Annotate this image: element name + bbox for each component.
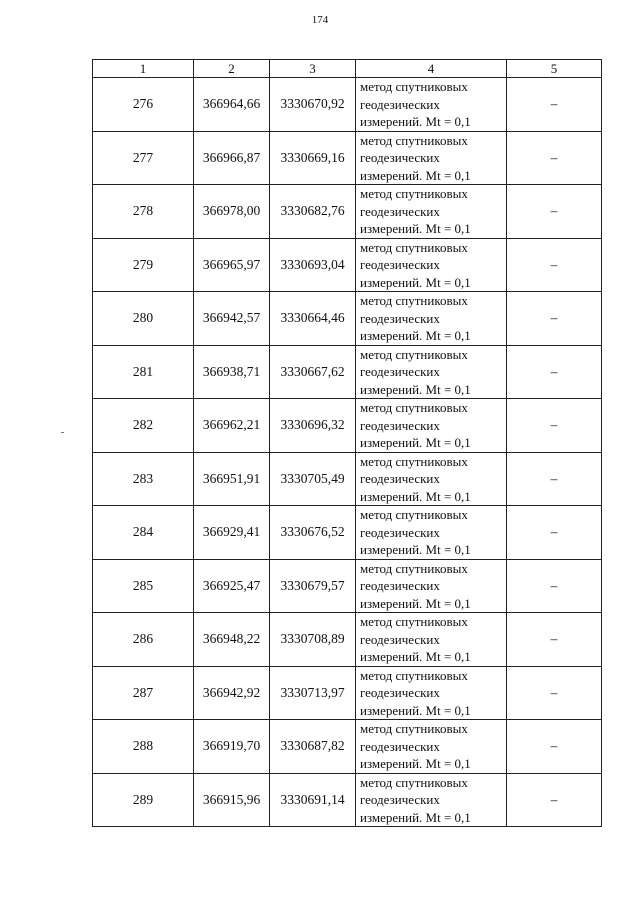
point-number-cell: 286 xyxy=(93,613,194,667)
y-coordinate-cell: 3330693,04 xyxy=(270,238,356,292)
table-row xyxy=(93,238,602,292)
method-line: метод спутниковых xyxy=(360,132,468,148)
point-number-cell: 281 xyxy=(93,345,194,399)
method-line: геодезических xyxy=(360,685,440,700)
x-coordinate-cell: 366964,66 xyxy=(194,78,270,132)
y-coordinate-cell: 3330682,76 xyxy=(270,185,356,239)
method-line: геодезических xyxy=(360,203,440,219)
method-cell xyxy=(356,773,507,827)
method-line: измерений. Mt = 0,1 xyxy=(360,542,471,557)
table-row xyxy=(93,185,602,239)
table-row xyxy=(93,345,602,399)
note-cell: – xyxy=(507,666,602,720)
method-line: измерений. Mt = 0,1 xyxy=(360,381,471,397)
point-number-cell: 287 xyxy=(93,666,194,720)
y-coordinate-cell: 3330708,89 xyxy=(270,613,356,667)
method-cell xyxy=(356,78,507,132)
method-cell xyxy=(356,399,507,453)
y-coordinate-cell: 3330667,62 xyxy=(270,345,356,399)
method-cell xyxy=(356,559,507,613)
table-row xyxy=(93,131,602,185)
method-line: геодезических xyxy=(360,364,440,379)
y-coordinate-cell: 3330679,57 xyxy=(270,559,356,613)
method-line: метод спутниковых xyxy=(360,453,468,469)
note-cell: – xyxy=(507,292,602,346)
method-line: геодезических xyxy=(360,310,440,326)
header-col-1: 1 xyxy=(93,60,194,78)
note-cell: – xyxy=(507,559,602,613)
point-number-cell: 280 xyxy=(93,292,194,346)
method-line: метод спутниковых xyxy=(360,79,468,94)
method-line: измерений. Mt = 0,1 xyxy=(360,809,471,825)
x-coordinate-cell: 366951,91 xyxy=(194,452,270,506)
method-line: геодезических xyxy=(360,738,440,754)
method-line: метод спутниковых xyxy=(360,346,468,362)
y-coordinate-cell: 3330670,92 xyxy=(270,78,356,132)
y-coordinate-cell: 3330676,52 xyxy=(270,506,356,560)
point-number-cell: 283 xyxy=(93,452,194,506)
method-line: измерений. Mt = 0,1 xyxy=(360,167,471,183)
x-coordinate-cell: 366966,87 xyxy=(194,131,270,185)
method-line: метод спутниковых xyxy=(360,239,468,255)
point-number-cell: 285 xyxy=(93,559,194,613)
y-coordinate-cell: 3330713,97 xyxy=(270,666,356,720)
margin-mark xyxy=(61,432,64,433)
point-number-cell: 277 xyxy=(93,131,194,185)
table-body xyxy=(93,78,602,827)
note-cell: – xyxy=(507,720,602,774)
y-coordinate-cell: 3330664,46 xyxy=(270,292,356,346)
method-cell xyxy=(356,345,507,399)
method-cell xyxy=(356,238,507,292)
header-col-5: 5 xyxy=(507,60,602,78)
table-row xyxy=(93,78,602,132)
method-line: геодезических xyxy=(360,417,440,433)
method-cell xyxy=(356,185,507,239)
y-coordinate-cell: 3330705,49 xyxy=(270,452,356,506)
method-line: измерений. Mt = 0,1 xyxy=(360,114,471,129)
y-coordinate-cell: 3330696,32 xyxy=(270,399,356,453)
table-row xyxy=(93,399,602,453)
x-coordinate-cell: 366915,96 xyxy=(194,773,270,827)
method-line: геодезических xyxy=(360,792,440,807)
y-coordinate-cell: 3330669,16 xyxy=(270,131,356,185)
method-line: метод спутниковых xyxy=(360,721,468,736)
method-line: геодезических xyxy=(360,524,440,540)
method-line: метод спутниковых xyxy=(360,774,468,790)
point-number-cell: 288 xyxy=(93,720,194,774)
note-cell: – xyxy=(507,238,602,292)
method-line: измерений. Mt = 0,1 xyxy=(360,595,471,611)
method-line: метод спутниковых xyxy=(360,186,468,201)
method-line: геодезических xyxy=(360,96,440,112)
point-number-cell: 278 xyxy=(93,185,194,239)
header-col-4: 4 xyxy=(356,60,507,78)
header-col-2: 2 xyxy=(194,60,270,78)
point-number-cell: 289 xyxy=(93,773,194,827)
method-line: измерений. Mt = 0,1 xyxy=(360,756,471,771)
y-coordinate-cell: 3330687,82 xyxy=(270,720,356,774)
table-row xyxy=(93,773,602,827)
method-line: метод спутниковых xyxy=(360,667,468,683)
point-number-cell: 276 xyxy=(93,78,194,132)
note-cell: – xyxy=(507,78,602,132)
x-coordinate-cell: 366965,97 xyxy=(194,238,270,292)
table-row xyxy=(93,452,602,506)
method-line: геодезических xyxy=(360,631,440,647)
header-col-3: 3 xyxy=(270,60,356,78)
table-row xyxy=(93,559,602,613)
point-number-cell: 284 xyxy=(93,506,194,560)
table-row xyxy=(93,666,602,720)
x-coordinate-cell: 366919,70 xyxy=(194,720,270,774)
x-coordinate-cell: 366978,00 xyxy=(194,185,270,239)
method-line: измерений. Mt = 0,1 xyxy=(360,328,471,343)
method-cell xyxy=(356,666,507,720)
note-cell: – xyxy=(507,185,602,239)
x-coordinate-cell: 366942,57 xyxy=(194,292,270,346)
method-cell xyxy=(356,452,507,506)
method-line: метод спутниковых xyxy=(360,507,468,522)
table-row xyxy=(93,292,602,346)
coordinates-table xyxy=(92,59,602,827)
note-cell: – xyxy=(507,773,602,827)
method-line: измерений. Mt = 0,1 xyxy=(360,221,471,236)
page-number: 174 xyxy=(311,14,329,26)
method-line: геодезических xyxy=(360,257,440,272)
x-coordinate-cell: 366929,41 xyxy=(194,506,270,560)
method-line: геодезических xyxy=(360,578,440,593)
note-cell: – xyxy=(507,613,602,667)
method-cell xyxy=(356,131,507,185)
x-coordinate-cell: 366925,47 xyxy=(194,559,270,613)
method-line: метод спутниковых xyxy=(360,614,468,629)
note-cell: – xyxy=(507,131,602,185)
table-row xyxy=(93,720,602,774)
note-cell: – xyxy=(507,506,602,560)
method-line: измерений. Mt = 0,1 xyxy=(360,435,471,450)
method-line: геодезических xyxy=(360,471,440,486)
note-cell: – xyxy=(507,399,602,453)
y-coordinate-cell: 3330691,14 xyxy=(270,773,356,827)
method-cell xyxy=(356,506,507,560)
x-coordinate-cell: 366938,71 xyxy=(194,345,270,399)
point-number-cell: 282 xyxy=(93,399,194,453)
method-line: измерений. Mt = 0,1 xyxy=(360,649,471,664)
table-row xyxy=(93,613,602,667)
table-row xyxy=(93,506,602,560)
x-coordinate-cell: 366962,21 xyxy=(194,399,270,453)
method-line: измерений. Mt = 0,1 xyxy=(360,488,471,504)
note-cell: – xyxy=(507,345,602,399)
x-coordinate-cell: 366942,92 xyxy=(194,666,270,720)
note-cell: – xyxy=(507,452,602,506)
method-cell xyxy=(356,292,507,346)
method-line: метод спутниковых xyxy=(360,293,468,308)
point-number-cell: 279 xyxy=(93,238,194,292)
method-line: метод спутниковых xyxy=(360,400,468,415)
method-line: измерений. Mt = 0,1 xyxy=(360,702,471,718)
method-line: измерений. Mt = 0,1 xyxy=(360,274,471,290)
method-cell xyxy=(356,613,507,667)
method-line: геодезических xyxy=(360,150,440,165)
method-cell xyxy=(356,720,507,774)
table-header-row xyxy=(93,60,602,78)
method-line: метод спутниковых xyxy=(360,560,468,576)
x-coordinate-cell: 366948,22 xyxy=(194,613,270,667)
